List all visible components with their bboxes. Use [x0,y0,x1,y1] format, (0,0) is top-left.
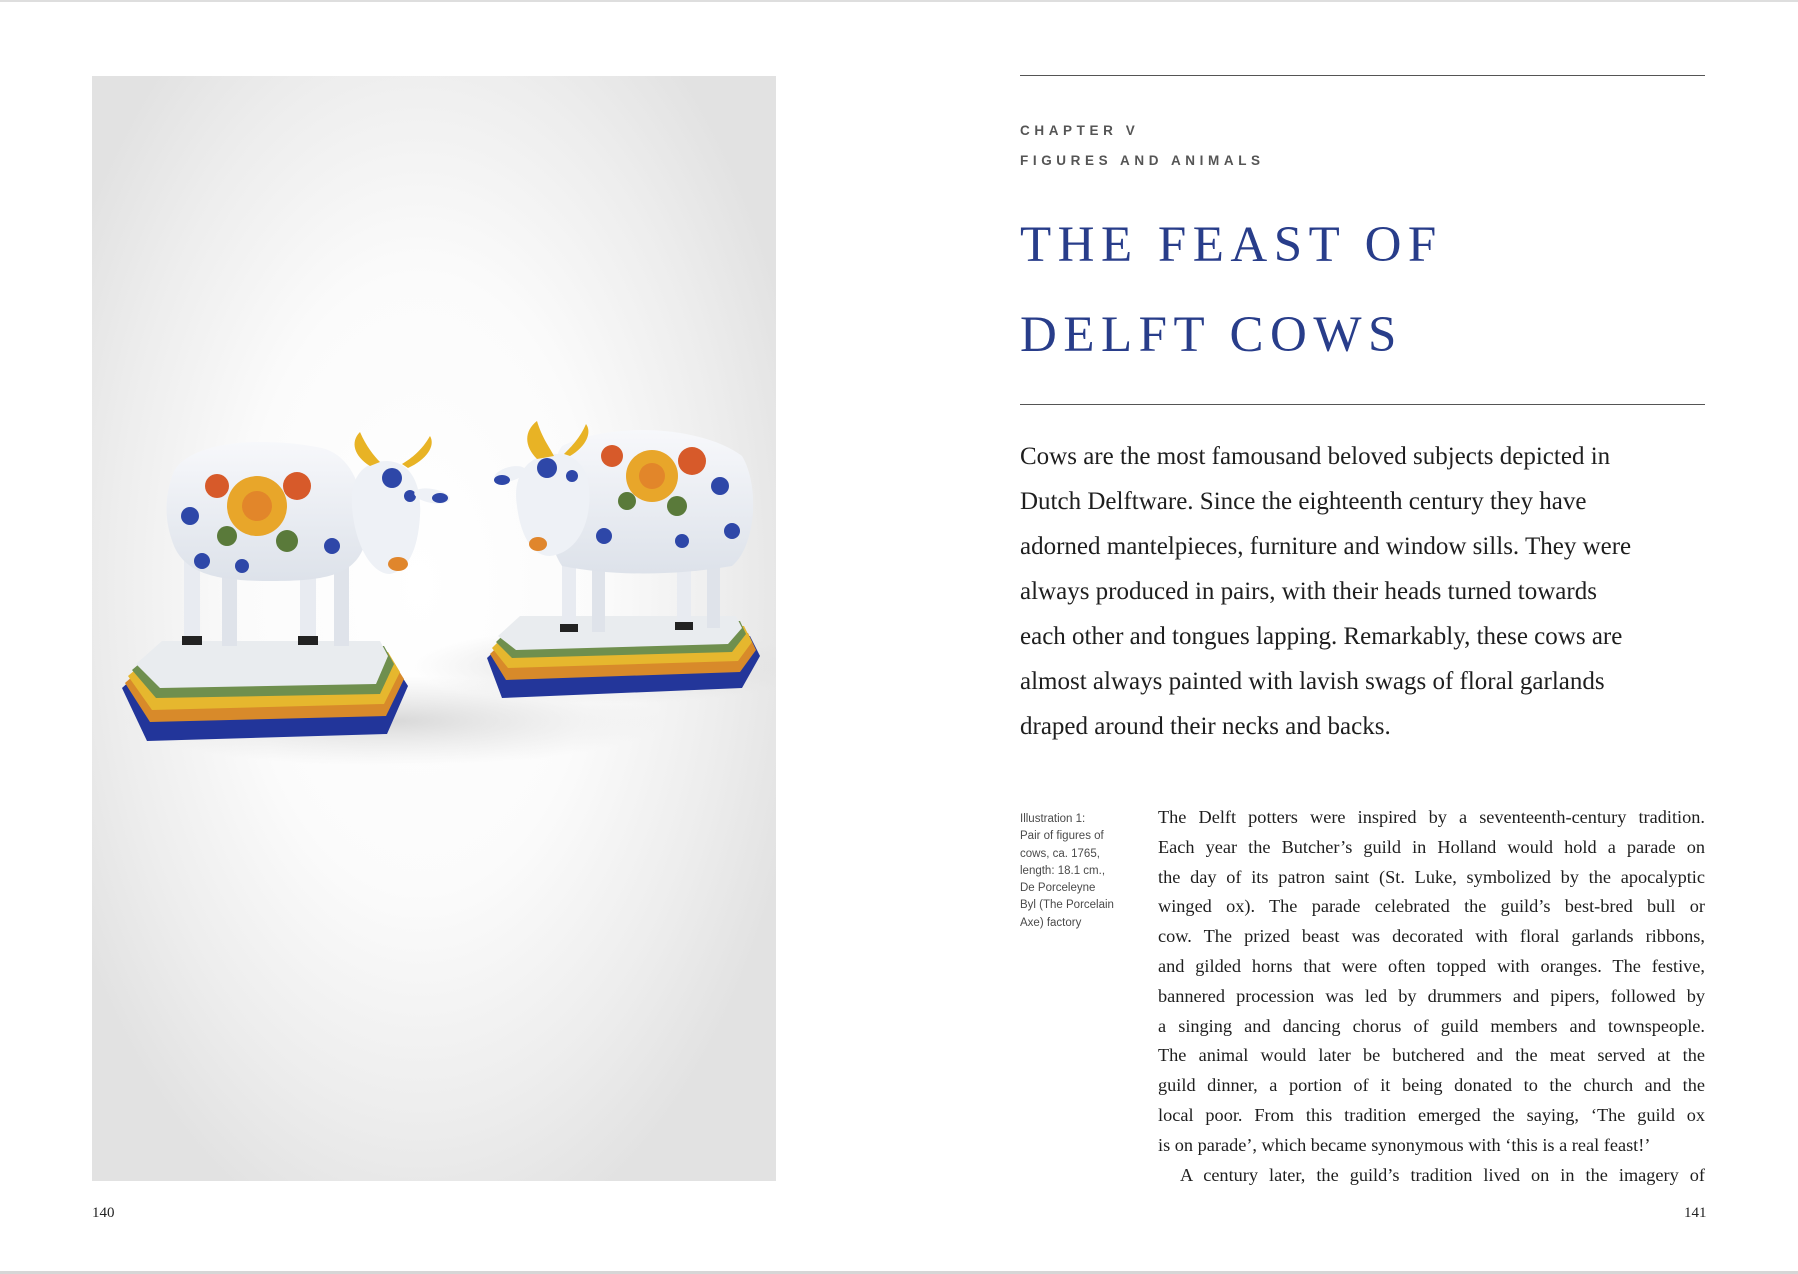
caption-line: Illustration 1: [1020,813,1086,825]
caption-line: Axe) factory [1020,916,1082,929]
lede-line: adorned mantelpieces, furniture and window sills. They were [1020,533,1632,560]
lede-line: draped around their necks and backs. [1020,713,1391,740]
title-line: DELFT COWS [1020,307,1403,363]
body-line: the day of its patron saint (St. Luke, symbolized by the apocalyptic [1158,866,1705,887]
chapter-title [1020,200,1720,380]
page-number-left: 140 [92,1205,115,1221]
cow-figures-photo [92,76,776,1181]
caption-line: Byl (The Porcelain [1020,899,1114,912]
title-line: THE FEAST OF [1020,217,1443,273]
body-line: winged ox). The parade celebrated the guild’s best-bred bull or [1158,896,1705,917]
caption-line: Pair of figures of [1020,830,1104,843]
body-line: bannered procession was led by drummers and pipers, followed by [1158,985,1705,1006]
illustration-caption [1020,811,1138,932]
caption-line: length: 18.1 cm., [1020,864,1106,877]
body-line: A century later, the guild’s tradition lived on in the imagery of [1180,1164,1705,1185]
body-line: cow. The prized beast was decorated with floral garlands ribbons, [1158,926,1705,947]
body-line: and gilded horns that were often topped with oranges. The festive, [1158,955,1705,976]
body-line: Each year the Butcher’s guild in Holland would hold a parade on [1158,836,1705,857]
section-label: FIGURES AND ANIMALS [1020,153,1265,168]
body-text [1158,803,1705,1190]
lede-line: Dutch Delftware. Since the eighteenth century they have [1020,488,1587,515]
body-line: a singing and dancing chorus of guild members and townspeople. [1158,1015,1705,1036]
body-line: The Delft potters were inspired by a seventeenth-century tradition. [1158,807,1705,827]
body-line: local poor. From this tradition emerged the saying, ‘The guild ox [1158,1104,1705,1125]
caption-line: cows, ca. 1765, [1020,847,1100,860]
chapter-label: CHAPTER V [1020,123,1140,138]
top-rule [1020,75,1705,76]
body-line: is on parade’, which became synonymous with ‘this is a real feast!’ [1158,1134,1651,1155]
lede-line: each other and tongues lapping. Remarkably, these cows are [1020,623,1623,650]
cow-right [487,421,760,698]
body-line: guild dinner, a portion of it being donated to the church and the [1158,1075,1705,1096]
caption-line: De Porceleyne [1020,882,1096,895]
lede-line: almost always painted with lavish swags of floral garlands [1020,668,1605,695]
lede-paragraph [1020,434,1720,749]
lede-line: always produced in pairs, with their heads turned towards [1020,578,1597,605]
body-line: The animal would later be butchered and the meat served at the [1158,1045,1705,1066]
delft-cows-illustration [92,76,776,1181]
page-edge-top [0,0,1798,2]
lede-line: Cows are the most famousand beloved subjects depicted in [1020,443,1611,470]
title-rule [1020,404,1705,405]
cow-left [122,432,451,741]
page-number-right: 141 [1684,1205,1707,1221]
